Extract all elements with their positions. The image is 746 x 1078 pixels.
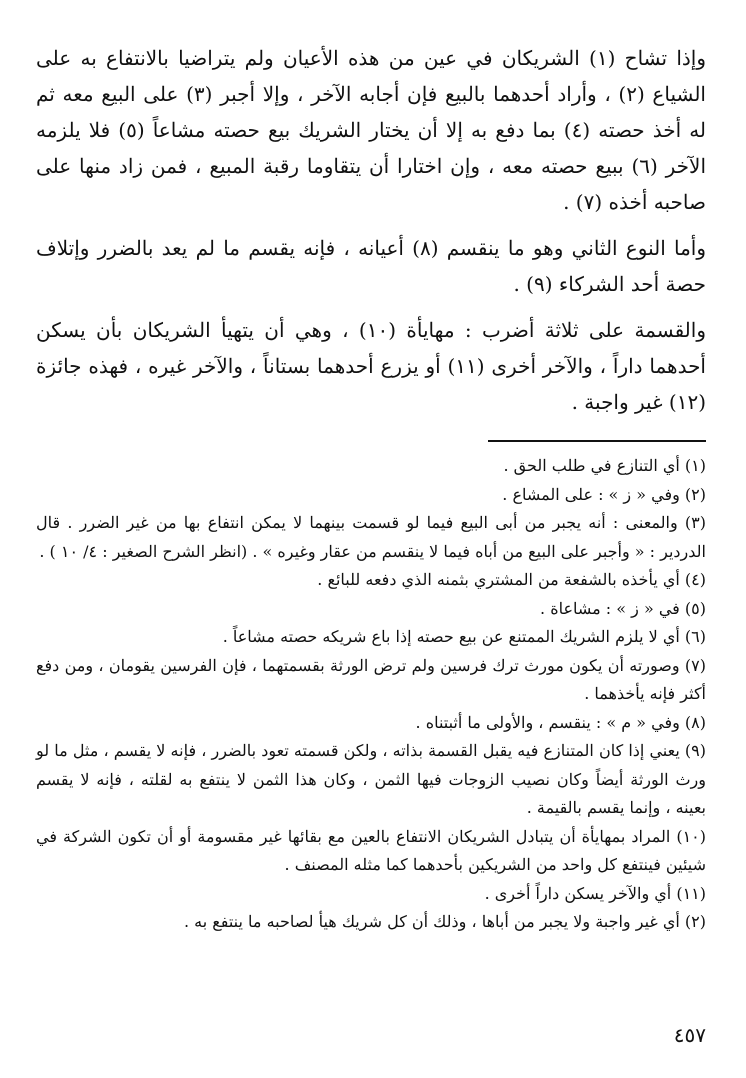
footnote-7: (٧) وصورته أن يكون مورث ترك فرسين ولم ترض الورثة بقسمتهما ، فإن الفرسين يقومان ، ومن دفع أكثر فإنه يأخذهما . xyxy=(36,655,706,703)
footnote-8: (٨) وفي « م » : ينقسم ، والأولى ما أثبتناه . xyxy=(415,712,706,732)
main-paragraph-3: والقسمة على ثلاثة أضرب : مهايأة (١٠) ، وهي أن يتهيأ الشريكان بأن يسكن أحدهما داراً ، والآخر أخرى (١١) أو يزرع أحدهما بستاناً ، والآخر غيره ، فهذه جائزة (١٢) غير واجبة . xyxy=(36,318,706,414)
footnote-2: (٢) وفي « ز » : على المشاع . xyxy=(502,484,706,504)
main-paragraph-1: وإذا تشاح (١) الشريكان في عين من هذه الأعيان ولم يتراضيا بالانتفاع به على الشياع (٢) ، وأراد أحدهما بالبيع فإن أجابه الآخر ، وإلا أجبر (٣) على البيع معه ثم له أخذ حصته (٤) بما دفع به إلا أن يختار الشريك بيع حصته مشاعاً (٥) فلا يلزمه الآخر (٦) ببيع حصته معه ، وإن اختارا أن يتقاوما رقبة المبيع ، فمن زاد منها على صاحبه أخذه (٧) . xyxy=(36,46,707,214)
footnote-4: (٤) أي يأخذه بالشفعة من المشتري بثمنه الذي دفعه للبائع . xyxy=(317,570,706,589)
footnote-1: (١) أي التنازع في طلب الحق . xyxy=(503,456,706,475)
footnote-separator xyxy=(488,440,706,442)
book-page xyxy=(36,40,706,1050)
footnote-5: (٥) في « ز » : مشاعاة . xyxy=(540,598,706,618)
footnotes xyxy=(36,452,706,937)
main-text xyxy=(36,40,706,420)
footnote-9: (٩) يعني إذا كان المتنازع فيه يقبل القسمة بذاته ، ولكن قسمته تعود بالضرر ، فإنه لا يقسم ، مثل ما لو ورث الورثة أيضاً وكان نصيب الزوجات فيها الثمن ، وكان هذا الثمن لا ينتفع به لقلته ، فإنه لا يقسم بعينه ، وإنما يقسم بالقيمة . xyxy=(36,741,706,817)
footnote-3: (٣) والمعنى : أنه يجبر من أبى البيع فيما لو قسمت بينهما لا يمكن انتفاع بها من غير الضرر . قال الدردير : « وأجبر على البيع من أباه فيما لا ينقسم من عقار وغيره » . (انظر الشرح الصغير : ٤/ ١٠ ) . xyxy=(36,513,706,561)
footnote-10: (١٠) المراد بمهايأة أن يتبادل الشريكان الانتفاع بالعين مع بقائها غير مقسومة أو أن تكون الشركة في شيئين فينتفع كل واحد من الشريكين بأحدهما كما مثله المصنف . xyxy=(36,826,706,874)
main-paragraph-2: وأما النوع الثاني وهو ما ينقسم (٨) أعيانه ، فإنه يقسم ما لم يعد بالضرر وإتلاف حصة أحد الشركاء (٩) . xyxy=(36,236,706,296)
footnote-12: (٢) أي غير واجبة ولا يجبر من أباها ، وذلك أن كل شريك هيأ لصاحبه ما ينتفع به . xyxy=(183,912,706,931)
footnote-6: (٦) أي لا يلزم الشريك الممتنع عن بيع حصته إذا باع شريكه حصته مشاعاً . xyxy=(222,627,706,646)
page-number: ٤٥٧ xyxy=(673,1023,706,1047)
footnote-11: (١١) أي والآخر يسكن داراً أخرى . xyxy=(484,883,706,903)
